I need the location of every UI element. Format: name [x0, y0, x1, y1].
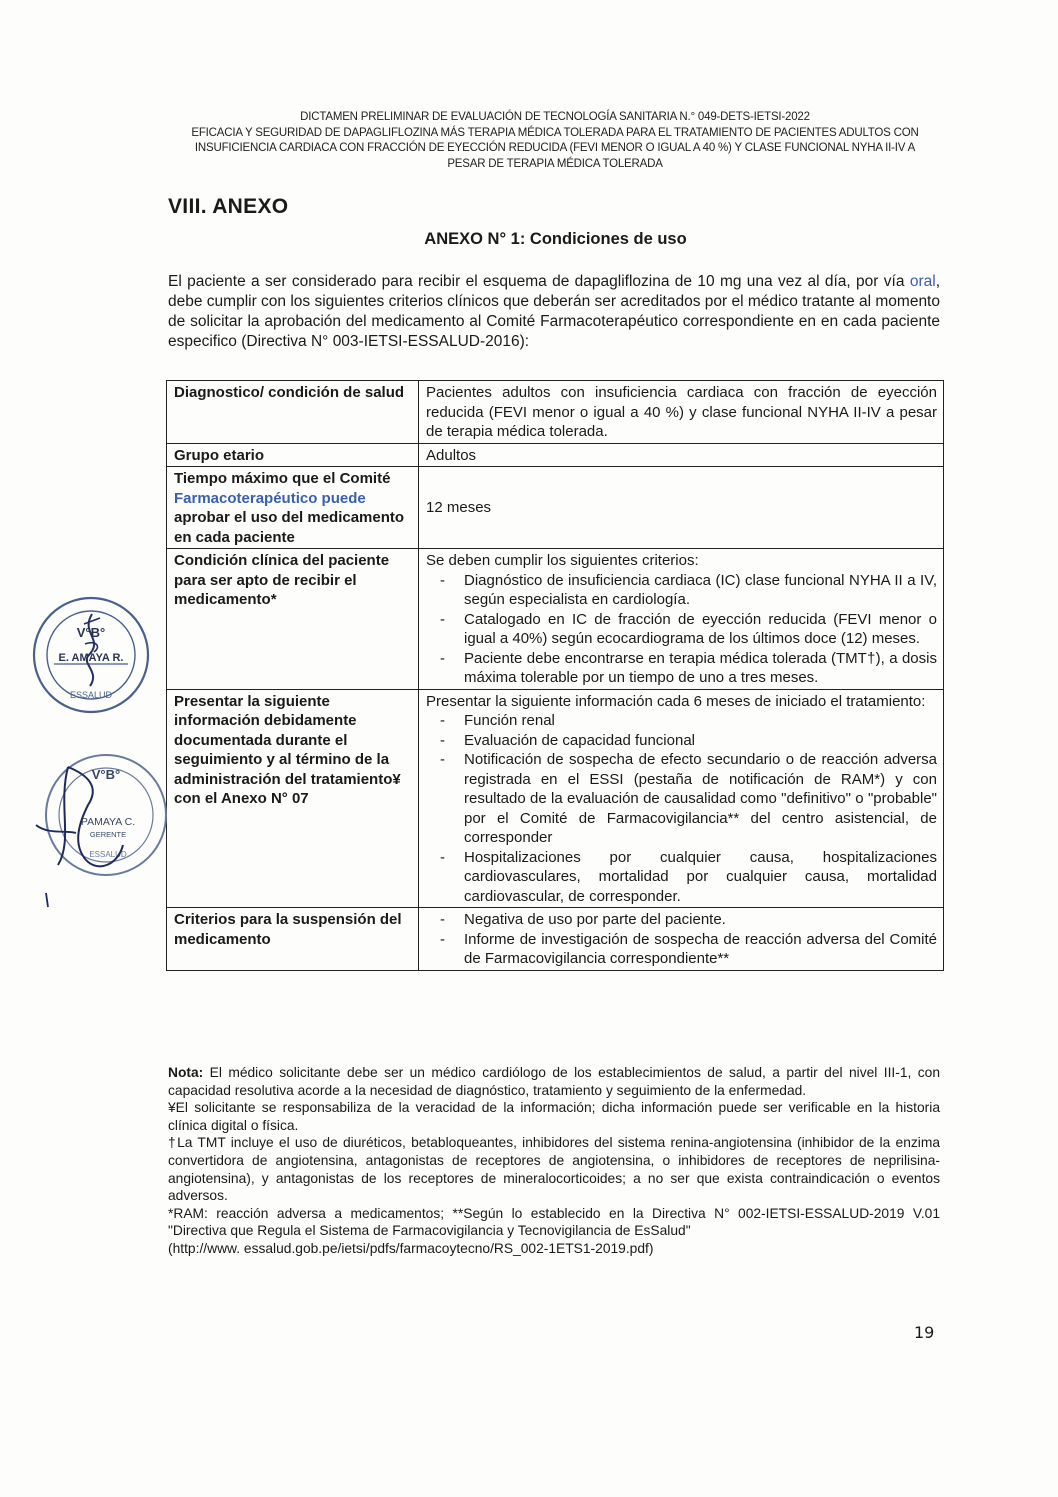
table-row — [167, 689, 944, 908]
list-item: - Notificación de sospecha de efecto secundario o de reacción adversa registrada en el ESSI (pestaña de notificación de RAM*) y con resultado de la evaluación de causalidad como "definitivo" o "probable" por el Comité de Farmacovigilancia** del centro asistencial, de corresponder — [464, 750, 937, 848]
intro-paragraph — [168, 272, 940, 352]
row-value-condicion-clinica — [419, 549, 944, 690]
row-value-seguimiento — [419, 689, 944, 908]
nota-text: El médico solicitante debe ser un médico cardiólogo de los establecimientos de salud, a partir del nivel III-1, con capacidad resolutiva acorde a la necesidad de diagnóstico, tratamiento y seguimiento de la enfermedad. — [168, 1065, 940, 1098]
seal-2-role: GERENTE — [89, 830, 127, 839]
stamp-seal-1 — [30, 594, 152, 716]
row-label-tiempo-maximo — [167, 467, 419, 549]
list-item: - Diagnóstico de insuficiencia cardiaca (IC) clase funcional NYHA II a IV, según especialista en cardiología. — [464, 571, 937, 610]
header-line-4: PESAR DE TERAPIA MÉDICA TOLERADA — [447, 157, 663, 170]
note-dagger: †La TMT incluye el uso de diuréticos, betabloqueantes, inhibidores del sistema renina-angiotensina (inhibidor de la enzima convertidora de angiotensina, antagonistas de receptores de angiotensina, o inhibidores de receptores de neprilisina-angiotensina), y antagonistas de los receptores de mineralocorticoides; a no ser que exista contraindicación o eventos adversos. — [168, 1135, 940, 1204]
intro-oral: oral — [909, 273, 936, 290]
row-label-tiempo-c: aprobar el uso del medicamento en cada paciente — [174, 509, 405, 546]
seal-1-org: ESSALUD — [69, 690, 113, 700]
list-item: - Informe de investigación de sospecha de reacción adversa del Comité de Farmacovigilancia correspondiente** — [464, 930, 937, 969]
seal-2-org: ESSALUD — [89, 850, 127, 859]
row-label-suspension: Criterios para la suspensión del medicamento — [167, 908, 419, 971]
list-item: - Paciente debe encontrarse en terapia médica tolerada (TMT†), a dosis máxima tolerable por un tiempo de uno a tres meses. — [464, 649, 937, 688]
list-item: - Hospitalizaciones por cualquier causa, hospitalizaciones cardiovasculares, mortalidad por cualquier causa, mortalidad cardiovascular, de corresponder. — [464, 848, 937, 907]
table-row — [167, 443, 944, 467]
conditions-table — [166, 380, 944, 971]
seguimiento-list — [426, 711, 937, 906]
list-item: - Negativa de uso por parte del paciente. — [464, 910, 937, 930]
row-label-diagnostico: Diagnostico/ condición de salud — [167, 381, 419, 444]
row-label-grupo-etario: Grupo etario — [167, 443, 419, 467]
row-value-suspension — [419, 908, 944, 971]
page-number: 19 — [914, 1323, 935, 1342]
row-label-tiempo-a: Tiempo máximo que el Comité — [174, 470, 391, 487]
table-row — [167, 908, 944, 971]
document-header — [150, 110, 960, 172]
seal-1-vb: V°B° — [76, 625, 106, 640]
intro-part-1: El paciente a ser considerado para recibir el esquema de dapagliflozina de 10 mg una vez al día, por vía — [168, 273, 910, 290]
note-yen: ¥El solicitante se responsabiliza de la veracidad de la información; dicha información puede ser verificable en la historia clínica digital o física. — [168, 1100, 940, 1133]
header-line-3: INSUFICIENCIA CARDIACA CON FRACCIÓN DE EYECCIÓN REDUCIDA (FEVI MENOR O IGUAL A 40 %) Y CLASE FUNCIONAL NYHA II-IV A — [194, 142, 916, 154]
seal-2-vb: V°B° — [91, 767, 121, 782]
row-value-diagnostico: Pacientes adultos con insuficiencia cardiaca con fracción de eyección reducida (FEVI menor o igual a 40 %) y clase funcional NYHA II-IV a pesar de terapia médica tolerada. — [419, 381, 944, 444]
list-item: - Evaluación de capacidad funcional — [464, 731, 937, 751]
row-label-seguimiento: Presentar la siguiente información debidamente documentada durante el seguimiento y al término de la administración del tratamiento¥ con el Anexo N° 07 — [167, 689, 419, 908]
note-url: (http://www. essalud.gob.pe/ietsi/pdfs/farmacoytecno/RS_002-1ETS1-2019.pdf) — [168, 1240, 654, 1256]
row-value-tiempo-maximo: 12 meses — [419, 467, 944, 549]
seal-2-name: PAMAYA C. — [80, 816, 136, 828]
list-item: - Función renal — [464, 711, 937, 731]
note-nota — [168, 1064, 940, 1099]
intro-part-2: , debe cumplir con los siguientes criterios clínicos que deberán ser acreditados por el médico tratante al momento de solicitar la aprobación del medicamento al Comité Farmacoterapéutico correspondiente en en cada paciente especifico (Directiva N° 003-IETSI-ESSALUD-2016): — [168, 273, 940, 350]
row-value-grupo-etario: Adultos — [419, 443, 944, 467]
header-line-2: EFICACIA Y SEGURIDAD DE DAPAGLIFLOZINA MÁS TERAPIA MÉDICA TOLERADA PARA EL TRATAMIENTO DE PACIENTES ADULTOS CON — [191, 126, 919, 139]
table-row — [167, 381, 944, 444]
suspension-list — [426, 910, 937, 969]
list-item: - Catalogado en IC de fracción de eyección reducida (FEVI menor o igual a 40%) según ecocardiograma de los últimos doce (12) meses. — [464, 610, 937, 649]
seal-1-name: E. AMAYA R. — [58, 652, 124, 664]
note-ram: *RAM: reacción adversa a medicamentos; **Según lo establecido en la Directiva N° 002-IETSI-ESSALUD-2019 V.01 "Directiva que Regula el Sistema de Farmacovigilancia y Tecnovigilancia de EsSalud" — [168, 1205, 940, 1239]
section-title: VIII. ANEXO — [168, 195, 289, 218]
header-line-1: DICTAMEN PRELIMINAR DE EVALUACIÓN DE TECNOLOGÍA SANITARIA N.° 049-DETS-IETSI-2022 — [300, 111, 810, 123]
nota-label: Nota: — [168, 1065, 204, 1080]
criteria-intro: Se deben cumplir los siguientes criterios: — [426, 552, 699, 569]
footnotes — [168, 1064, 940, 1258]
criteria-list — [426, 571, 937, 688]
annex-title: ANEXO N° 1: Condiciones de uso — [424, 230, 687, 248]
row-label-tiempo-b: Farmacoterapéutico puede — [174, 489, 366, 507]
stamp-seal-2 — [28, 745, 168, 915]
table-row — [167, 467, 944, 549]
seguimiento-intro: Presentar la siguiente información cada 6 meses de iniciado el tratamiento: — [426, 692, 926, 710]
table-row — [167, 549, 944, 690]
row-label-condicion-clinica: Condición clínica del paciente para ser apto de recibir el medicamento* — [167, 549, 419, 690]
